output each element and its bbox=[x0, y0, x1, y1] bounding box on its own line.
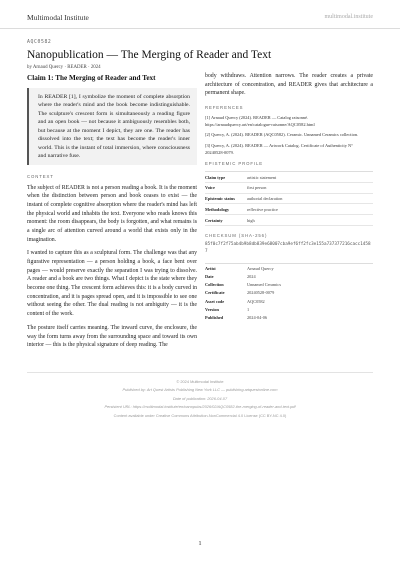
epistemic-profile-table bbox=[205, 172, 373, 226]
table-row bbox=[205, 193, 373, 204]
row-value: artistic statement bbox=[247, 172, 373, 182]
divider bbox=[27, 372, 373, 373]
table-row bbox=[205, 289, 373, 297]
checksum-value: 85f0c7f2f75ab4b9b8db839e68007cba9ef6ff2fc3e155a737377216cacc14587 bbox=[205, 242, 371, 254]
row-value: 1 bbox=[247, 306, 250, 312]
table-row bbox=[205, 305, 373, 313]
table-row bbox=[205, 313, 373, 321]
references-label: REFERENCES bbox=[205, 105, 244, 111]
row-value: authorial declaration bbox=[247, 193, 373, 204]
references-list bbox=[205, 115, 373, 156]
checksum-label: CHECKSUM (SHA-256) bbox=[205, 233, 268, 239]
row-key: Certificate bbox=[205, 290, 225, 296]
table-row bbox=[205, 264, 373, 272]
row-value: first person bbox=[247, 182, 373, 193]
row-key: Published bbox=[205, 315, 224, 321]
persistent-url[interactable]: Persistent URL: https://multimodal.institute/en/nanopubs/2026/02/AQC0582-the-merging-of-reader-and-text.pdf bbox=[104, 404, 296, 410]
row-key: Methodology bbox=[205, 204, 247, 215]
byline: by Arnaud Quercy · READER · 2024 bbox=[27, 65, 101, 70]
row-value: reflective practice bbox=[247, 204, 373, 215]
claim-pullquote: In READER [1], I symbolize the moment of complete absorption where the reader's mind and the book become indistinguishable. The sculpture's crescent form is simultaneously a reading figure and an open book — not because it ambiguously resembles both, but because at the moment I depict, they are one. The reader has dissolved into the text; the text has become the reader's inner world. This is the instant of total immersion, where consciousness and narrative fuse. bbox=[27, 88, 197, 165]
row-key: Date bbox=[205, 274, 214, 280]
table-row bbox=[205, 172, 373, 182]
row-key: Claim type bbox=[205, 172, 247, 182]
page-title: Nanopublication — The Merging of Reader and Text bbox=[27, 49, 272, 61]
context-paragraph-continued: body withdraws. Attention narrows. The reader creates a private architecture of concentration, and READER gives that architecture a permanent shape. bbox=[205, 73, 373, 97]
table-row bbox=[205, 204, 373, 215]
row-value: Arnaud Quercy bbox=[247, 265, 274, 271]
context-paragraph: The subject of READER is not a person reading a book. It is the moment when the distinction between person and book ceases to exist — the instant of complete cognitive absorption where the reader's mind has left the physical world and inhabits the text. Everyone who reads knows this moment: the room disappears, the body is forgotten, and what remains is a single arc of attention curved around a world that exists only in the imagination. bbox=[27, 184, 197, 243]
context-paragraph: I wanted to capture this as a sculptural form. The challenge was that any figurative representation — a person holding a book, a face bent over pages — would preserve exactly the separation I was trying to dissolve. A reader and a book are two things. What I depict is the state where they become one thing. The crescent form achieves this: it is a body curved in concentration, and it is pages spread open, and it is impossible to see one without seeing the other. The dual reading is not ambiguity — it is the content of the work. bbox=[27, 250, 197, 318]
institute-name: Multimodal Institute bbox=[27, 13, 89, 22]
right-column bbox=[205, 72, 373, 322]
institute-url[interactable]: multimodal.institute bbox=[324, 14, 373, 20]
row-value: high bbox=[247, 215, 373, 226]
row-key: Voice bbox=[205, 182, 247, 193]
row-value: 2024-04-06 bbox=[247, 315, 268, 321]
table-row bbox=[205, 273, 373, 281]
table-row bbox=[205, 215, 373, 226]
row-value: Unnamed Ceramics bbox=[247, 282, 282, 288]
reference-item: [2] Quercy, A. (2024). READER (AQC0582). Ceramic. Unnamed Ceramics collection. bbox=[205, 132, 359, 138]
metadata-table bbox=[205, 264, 373, 321]
claim-heading: Claim 1: The Merging of Reader and Text bbox=[27, 74, 156, 82]
document-id: AQC0582 bbox=[27, 40, 52, 45]
row-value: 2024 bbox=[247, 274, 256, 280]
row-key: Artist bbox=[205, 265, 216, 271]
page-number: 1 bbox=[198, 540, 202, 547]
license-line: Content available under Creative Commons Attribution-NonCommercial 4.0 License (CC BY-NC 4.0) bbox=[113, 412, 287, 418]
epistemic-profile-label: EPISTEMIC PROFILE bbox=[205, 161, 264, 167]
table-row bbox=[205, 182, 373, 193]
reference-item: [3] Quercy, A. (2024). READER — Artwork Catalog. Certificate of Authenticity N° 20240528-0079. bbox=[205, 142, 353, 155]
copyright: © 2024 Multimodal Institute bbox=[176, 379, 224, 384]
page-footer bbox=[0, 372, 400, 420]
row-key: Asset code bbox=[205, 298, 225, 304]
publication-date: Date of publication: 2026-04-07 bbox=[172, 395, 228, 401]
row-key: Version bbox=[205, 306, 219, 312]
row-key: Collection bbox=[205, 282, 224, 288]
page-header bbox=[0, 0, 400, 29]
context-label: CONTEXT bbox=[27, 173, 54, 179]
row-value: AQC0582 bbox=[247, 298, 265, 304]
row-key: Epistemic status bbox=[205, 193, 247, 204]
table-row bbox=[205, 281, 373, 289]
left-column bbox=[27, 72, 197, 350]
row-key: Certainty bbox=[205, 215, 247, 226]
context-paragraph: The posture itself carries meaning. The inward curve, the enclosure, the way the form turns away from the surrounding space and toward its own interior — this is the physical signature of deep reading. The bbox=[27, 324, 197, 349]
publisher-line[interactable]: Published by: Art Quest Artists Publishing New York LLC — publishing.artquestonline.com bbox=[122, 387, 278, 393]
reference-item[interactable]: [1] Arnaud Quercy (2024). READER — Catalog raisonné. https://arnaudquercy.art/en/catalogue-raisonne/AQC0582.html bbox=[205, 115, 315, 127]
row-value: 20240528-0079 bbox=[247, 290, 275, 296]
table-row bbox=[205, 297, 373, 305]
